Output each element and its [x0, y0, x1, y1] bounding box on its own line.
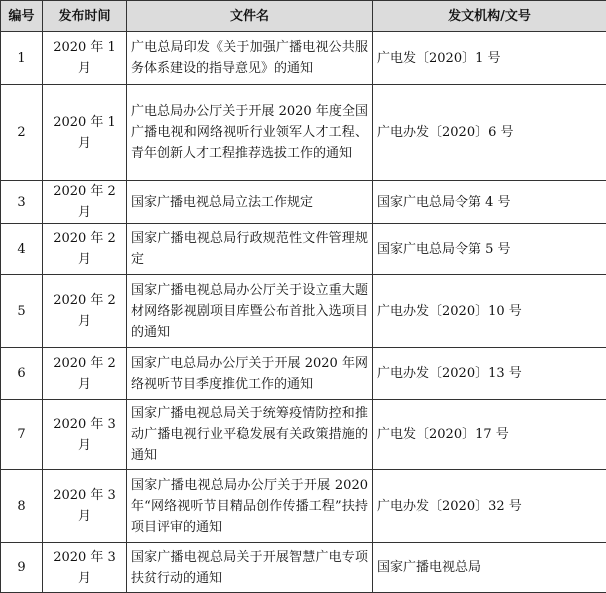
row-file-name: 国家广播电视总局立法工作规定	[127, 181, 373, 224]
row-date: 2020 年 1 月	[43, 32, 127, 85]
table-row	[1, 275, 606, 348]
table-row	[1, 470, 606, 543]
table-row	[1, 348, 606, 400]
row-date: 2020 年 2 月	[43, 224, 127, 275]
table-row	[1, 543, 606, 593]
row-file-name: 国家广播电视总局办公厅关于设立重大题材网络影视剧项目库暨公布首批入选项目的通知	[127, 275, 373, 348]
row-file-name: 国家广播电视总局办公厅关于开展 2020 年“网络视听节目精品创作传播工程”扶持项目评审的通知	[127, 470, 373, 543]
header-publish-date: 发布时间	[43, 1, 127, 32]
row-doc-number: 广电发〔2020〕17 号	[373, 400, 606, 470]
row-number: 8	[1, 470, 43, 543]
row-date: 2020 年 2 月	[43, 181, 127, 224]
row-doc-number: 国家广电总局令第 5 号	[373, 224, 606, 275]
row-number: 4	[1, 224, 43, 275]
row-number: 6	[1, 348, 43, 400]
row-doc-number: 广电发〔2020〕1 号	[373, 32, 606, 85]
row-number: 5	[1, 275, 43, 348]
header-row	[1, 1, 606, 32]
row-date: 2020 年 3 月	[43, 470, 127, 543]
row-number: 3	[1, 181, 43, 224]
row-doc-number: 广电办发〔2020〕32 号	[373, 470, 606, 543]
table-row	[1, 32, 606, 85]
header-file-name: 文件名	[127, 1, 373, 32]
row-number: 7	[1, 400, 43, 470]
table-header	[1, 1, 606, 32]
table-row	[1, 224, 606, 275]
header-issuer-doc-number: 发文机构/文号	[373, 1, 606, 32]
row-doc-number: 国家广播电视总局	[373, 543, 606, 593]
row-number: 2	[1, 85, 43, 181]
row-doc-number: 国家广电总局令第 4 号	[373, 181, 606, 224]
header-number: 编号	[1, 1, 43, 32]
row-file-name: 广电总局办公厅关于开展 2020 年度全国广播电视和网络视听行业领军人才工程、青年创新人才工程推荐选拔工作的通知	[127, 85, 373, 181]
row-doc-number: 广电办发〔2020〕13 号	[373, 348, 606, 400]
table-row	[1, 181, 606, 224]
row-file-name: 广电总局印发《关于加强广播电视公共服务体系建设的指导意见》的通知	[127, 32, 373, 85]
row-date: 2020 年 3 月	[43, 543, 127, 593]
table-row	[1, 85, 606, 181]
row-file-name: 国家广播电视总局关于开展智慧广电专项扶贫行动的通知	[127, 543, 373, 593]
row-date: 2020 年 3 月	[43, 400, 127, 470]
row-doc-number: 广电办发〔2020〕10 号	[373, 275, 606, 348]
row-date: 2020 年 2 月	[43, 275, 127, 348]
row-number: 1	[1, 32, 43, 85]
row-date: 2020 年 1 月	[43, 85, 127, 181]
table-row	[1, 400, 606, 470]
table-body	[1, 32, 606, 593]
row-date: 2020 年 2 月	[43, 348, 127, 400]
row-file-name: 国家广电总局办公厅关于开展 2020 年网络视听节目季度推优工作的通知	[127, 348, 373, 400]
row-doc-number: 广电办发〔2020〕6 号	[373, 85, 606, 181]
row-file-name: 国家广播电视总局关于统筹疫情防控和推动广播电视行业平稳发展有关政策措施的通知	[127, 400, 373, 470]
row-number: 9	[1, 543, 43, 593]
row-file-name: 国家广播电视总局行政规范性文件管理规定	[127, 224, 373, 275]
